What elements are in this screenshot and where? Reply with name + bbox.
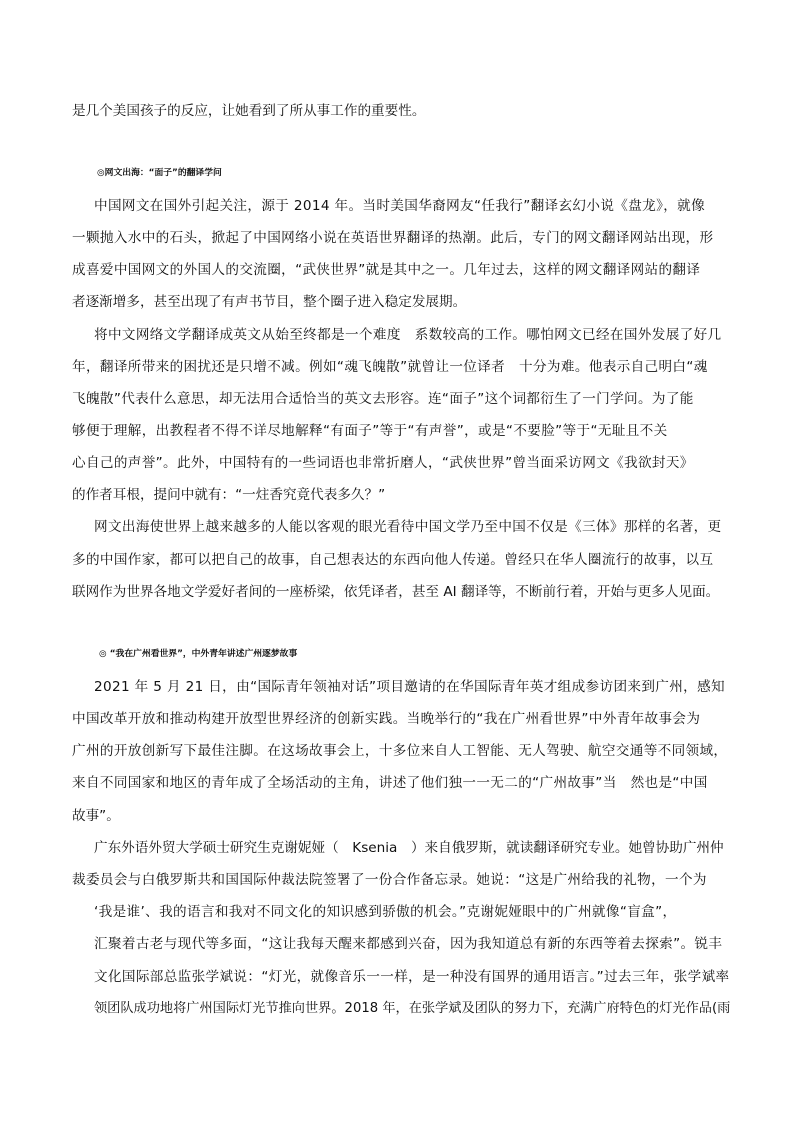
body-line: 够便于理解，出教程者不得不详尽地解释“有面子”等于“有声誉”，或是“不要脸”等于“无耻且不关	[72, 423, 668, 439]
body-line: 中国改革开放和推动构建开放型世界经济的创新实践。当晚举行的“我在广州看世界”中外青年故事会为	[72, 711, 701, 727]
body-line: 者逐渐增多，甚至出现了有声书节目，整个圈子进入稳定发展期。	[72, 294, 467, 310]
body-line: 联网作为世界各地文学爱好者间的一座桥梁，依凭译者，甚至 AI 翻译等，不断前行着，开始与更多人见面。	[72, 584, 720, 600]
body-line: 广东外语外贸大学硕士研究生克谢妮娅（ Ksenia ）来自俄罗斯，就读翻译研究专业。她曾协助广州仲	[94, 840, 724, 856]
body-line: 裁委员会与白俄罗斯共和国国际仲裁法院签署了一份合作备忘录。她说：“这是广州给我的礼物，一个为	[72, 872, 707, 888]
body-line: 一颗抛入水中的石头，掀起了中国网络小说在英语世界翻译的热潮。此后，专门的网文翻译网站出现，形	[72, 230, 714, 246]
body-line: 文化国际部总监张学斌说：“灯光，就像音乐一一样，是一种没有国界的通用语言。”过去三年，张学斌率	[94, 969, 730, 985]
body-line: 网文出海使世界上越来越多的人能以客观的眼光看待中国文学乃至中国不仅是《三体》那样的名著，更	[94, 519, 722, 535]
body-line: 多的中国作家，都可以把自己的故事，自己想表达的东西向他人传递。曾经只在华人圈流行的故事，以互	[72, 552, 714, 568]
paragraph-tail: 是几个美国孩子的反应，让她看到了所从事工作的重要性。	[72, 103, 426, 119]
body-line: 汇聚着古老与现代等多面，“这让我每天醒来都感到兴奋，因为我知道总有新的东西等着去探索”。锐丰	[94, 936, 723, 952]
body-line: ‘我是谁’、我的语言和我对不同文化的知识感到骄傲的机会。”克谢妮娅眼中的广州就像“盲盒”，	[94, 904, 677, 920]
body-line: 中国网文在国外引起关注，源于 2014 年。当时美国华裔网友“任我行”翻译玄幻小说《盘龙》，就像	[94, 198, 706, 214]
section-heading-web-novels: ◎网文出海：“面子”的翻译学问	[97, 168, 222, 178]
section-heading-guangzhou: ◎ “我在广州看世界”，中外青年讲述广州逐梦故事	[99, 649, 298, 659]
body-line: 广州的开放创新写下最佳注脚。在这场故事会上，十多位来自人工智能、无人驾驶、航空交通等不同领域，	[72, 743, 728, 759]
body-line: 成喜爱中国网文的外国人的交流圈，“武侠世界”就是其中之一。几年过去，这样的网文翻译网站的翻译	[72, 262, 701, 278]
body-line: 的作者耳根，提问中就有：“一炷香究竟代表多久？”	[72, 487, 386, 503]
body-line: 心自己的声誉”。此外，中国特有的一些词语也非常折磨人，“武侠世界”曾当面采访网文《我欲封天》	[72, 455, 694, 471]
body-line: 飞魄散”代表什么意思，却无法用合适恰当的英文去形容。连“面子”这个词都衍生了一门学问。为了能	[72, 391, 694, 407]
body-line: 故事”。	[72, 808, 120, 824]
body-line: 来自不同国家和地区的青年成了全场活动的主角，讲述了他们独一一无二的“广州故事”当 然也是“中国	[72, 775, 708, 791]
body-line: 领团队成功地将广州国际灯光节推向世界。2018 年，在张学斌及团队的努力下，充满广府特色的灯光作品(雨	[94, 1001, 731, 1016]
body-line: 将中文网络文学翻译成英文从始至终都是一个难度 系数较高的工作。哪怕网文已经在国外发展了好几	[94, 327, 722, 343]
body-line: 年，翻译所带来的困扰还是只增不减。例如“魂飞魄散”就曾让一位译者 十分为难。他表示自己明白“魂	[72, 359, 708, 375]
body-line: 2021 年 5 月 21 日，由“国际青年领袖对话”项目邀请的在华国际青年英才组成参访团来到广州，感知	[94, 679, 725, 695]
